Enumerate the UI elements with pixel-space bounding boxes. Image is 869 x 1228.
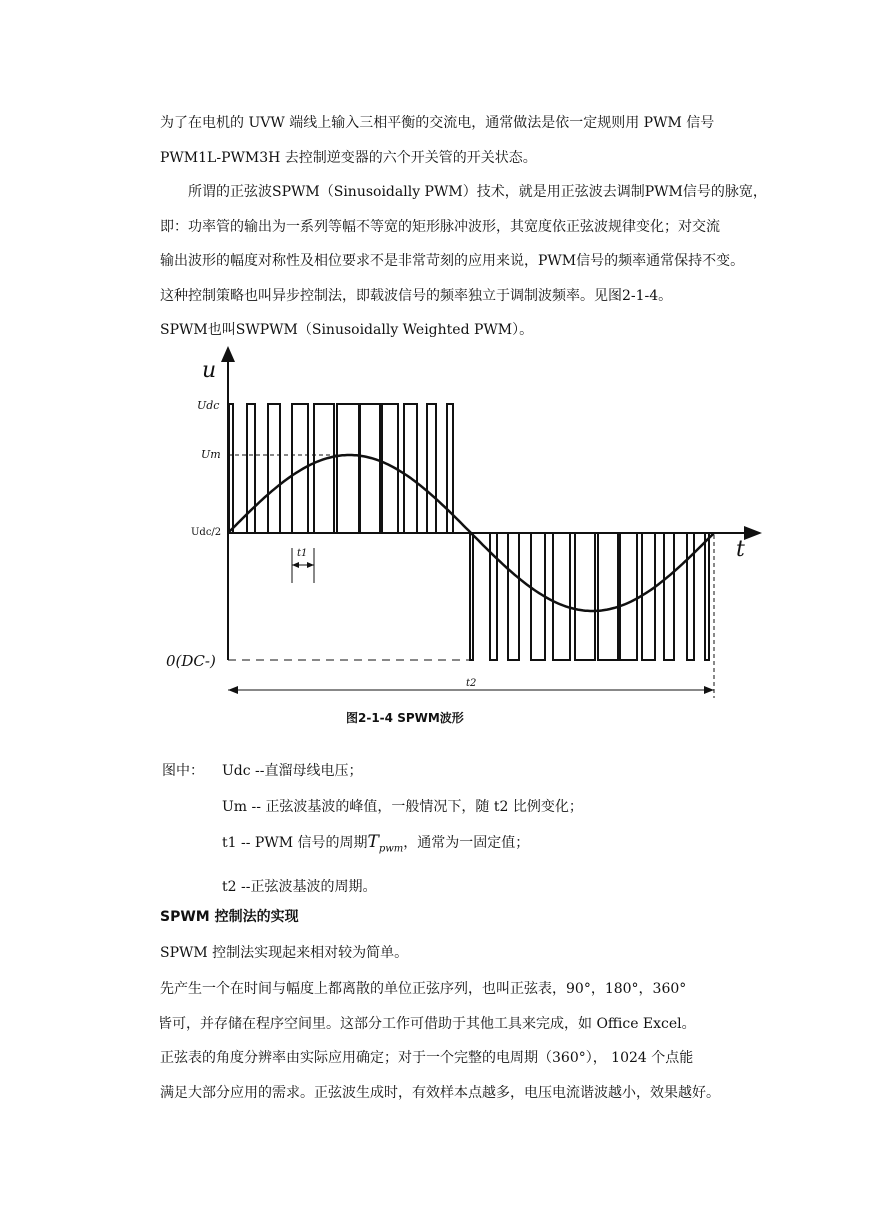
- paragraph-line: 皆可，并存储在程序空间里。这部分工作可借助于其他工具来完成，如 Office Excel。: [158, 1015, 696, 1032]
- zero-dc-label: 0(DC-): [166, 652, 216, 670]
- udc-label: Udc: [197, 399, 220, 412]
- paragraph-spwm-definition: [160, 175, 767, 313]
- tpwm-symbol-letter: T: [367, 832, 379, 852]
- pwm-pulse: [575, 533, 595, 660]
- tpwm-symbol: [367, 832, 404, 855]
- paragraph-line: SPWM 控制法实现起来相对较为简单。: [160, 945, 409, 961]
- paragraph-line: 输出波形的幅度对称性及相位要求不是非常苛刻的应用来说，PWM信号的频率通常保持不变。: [160, 253, 745, 269]
- pwm-pulse: [337, 404, 359, 533]
- pwm-pulse: [553, 533, 570, 660]
- pwm-pulse: [620, 533, 637, 660]
- pwm-pulse: [229, 404, 233, 533]
- paragraph-section-2: [160, 972, 760, 1041]
- udc-half-label: Udc/2: [191, 527, 222, 538]
- y-axis-label: u: [202, 358, 217, 383]
- t1-arrow-right: [307, 562, 314, 568]
- legend-t1-text: t1 -- PWM 信号的周期: [222, 835, 368, 851]
- paragraph-line: 为了在电机的 UVW 端线上输入三相平衡的交流电，通常做法是依一定规则用 PWM 信号: [160, 115, 715, 131]
- tpwm-subscript: pwm: [378, 843, 404, 855]
- paragraph-line: 先产生一个在时间与幅度上都离散的单位正弦序列，也叫正弦表，90°，180°，360°: [160, 981, 687, 997]
- paragraph-line: 所谓的正弦波SPWM（Sinusoidally PWM）技术，就是用正弦波去调制PWM信号的脉宽，: [188, 184, 767, 200]
- t1-arrow-left: [292, 562, 299, 568]
- paragraph-line: PWM1L-PWM3H 去控制逆变器的六个开关管的开关状态。: [160, 149, 537, 166]
- paragraph-section-3: [160, 1041, 760, 1110]
- y-axis-arrow: [221, 346, 235, 362]
- t1-label: t1: [297, 548, 308, 559]
- paragraph-line: 这种控制策略也叫异步控制法，即载波信号的频率独立于调制波频率。见图2-1-4。: [160, 287, 673, 304]
- legend-t1-suffix: ，通常为一固定值；: [403, 835, 530, 851]
- legend-prefix: 图中：: [162, 763, 204, 779]
- paragraph-intro: [160, 106, 760, 175]
- pwm-pulse: [664, 533, 674, 660]
- pwm-pulse: [508, 533, 519, 660]
- x-axis-label: t: [736, 537, 745, 562]
- pwm-pulse: [470, 533, 473, 660]
- pwm-pulse: [687, 533, 694, 660]
- pwm-pulse: [360, 404, 380, 533]
- pwm-pulse: [268, 404, 280, 533]
- pwm-pulse: [705, 533, 709, 660]
- legend-um: Um -- 正弦波基波的峰值，一般情况下，随 t2 比例变化；: [222, 799, 583, 815]
- figure-caption: 图2-1-4 SPWM波形: [346, 711, 464, 725]
- paragraph-swpwm: [160, 313, 760, 348]
- pwm-pulse: [642, 533, 655, 660]
- paragraph-line: 即：功率管的输出为一系列等幅不等宽的矩形脉冲波形，其宽度依正弦波规律变化；对交流: [160, 218, 720, 235]
- t2-arrow-right: [704, 686, 714, 694]
- pwm-pulse: [314, 404, 334, 533]
- spwm-waveform-figure: [160, 345, 780, 725]
- pwm-pulse: [427, 404, 436, 533]
- paragraph-line: 满足大部分应用的需求。正弦波生成时，有效样本点越多，电压电流谐波越小，效果越好。: [160, 1084, 720, 1101]
- pwm-pulse: [404, 404, 417, 533]
- legend-t2: t2 --正弦波基波的周期。: [222, 879, 377, 895]
- legend-t1: [222, 832, 529, 854]
- t2-label: t2: [466, 678, 477, 689]
- x-axis-arrow: [744, 526, 762, 540]
- paragraph-line: 正弦表的角度分辨率由实际应用确定；对于一个完整的电周期（360°）， 1024 个点能: [160, 1050, 694, 1066]
- um-label: Um: [201, 448, 221, 461]
- paragraph-section-1: [160, 936, 760, 971]
- section-heading: SPWM 控制法的实现: [160, 909, 299, 925]
- paragraph-line: SPWM也叫SWPWM（Sinusoidally Weighted PWM）。: [160, 322, 534, 338]
- t2-arrow-left: [228, 686, 238, 694]
- legend-udc: Udc --直溜母线电压；: [222, 763, 363, 779]
- pwm-pulse: [598, 533, 618, 660]
